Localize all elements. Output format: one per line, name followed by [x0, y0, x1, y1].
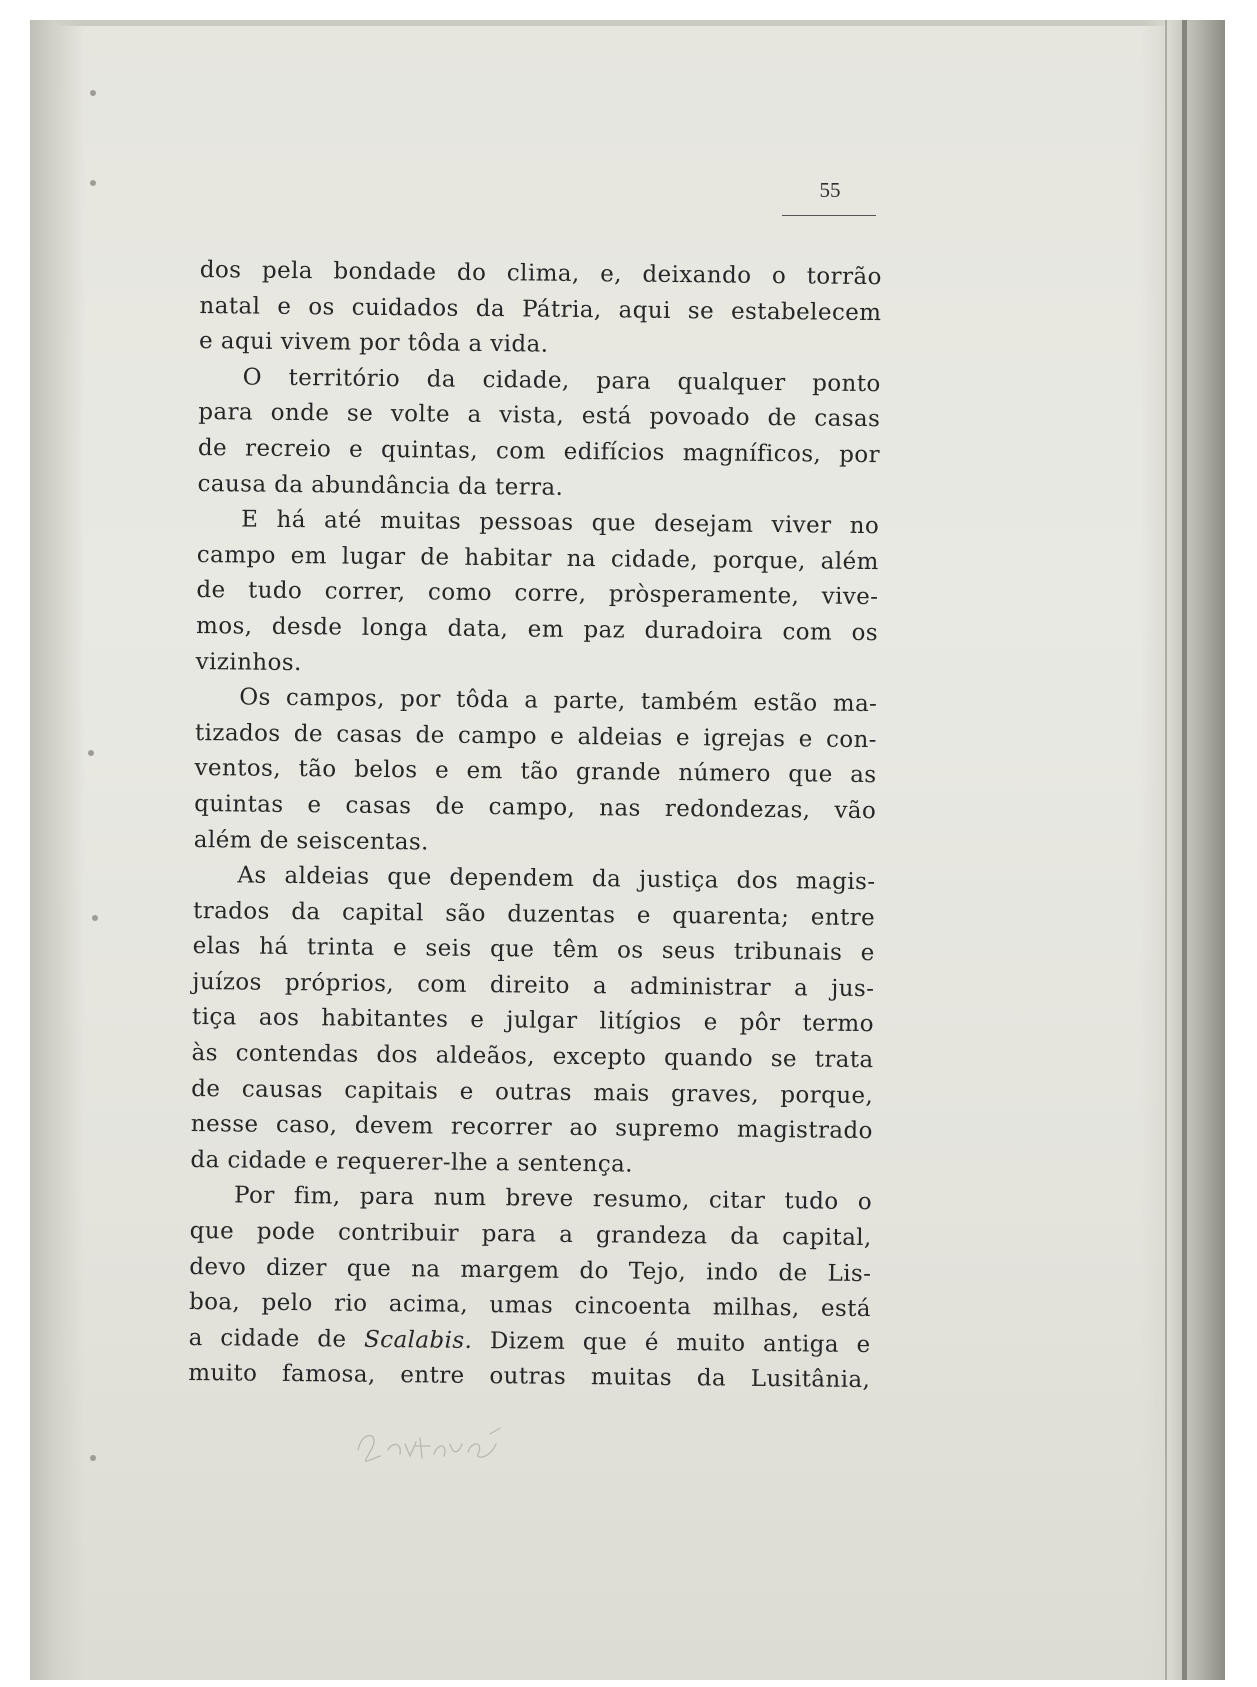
body-text [188, 253, 882, 1399]
text-line: boa, pelo rio acima, umas cincoenta milhas, está [188, 1289, 872, 1323]
text-line: mos, desde longa data, em paz duradoira com os [195, 612, 879, 647]
page-top-edge [30, 20, 1225, 26]
margin-speck [90, 1455, 96, 1461]
right-binding-line-thin [1165, 20, 1167, 1680]
text-line: além de seiscentas. [193, 826, 429, 855]
text-line: nesse caso, devem recorrer ao supremo magistrado [190, 1111, 873, 1145]
margin-speck [90, 180, 96, 186]
text-line: tizados de casas de campo e aldeias e igrejas e con- [194, 719, 878, 753]
text-line: muito famosa, entre outras muitas da Lusitânia, [188, 1360, 871, 1394]
text-line: da cidade e requerer-lhe a sentença. [190, 1146, 634, 1178]
text-line: de causas capitais e outras mais graves, porque, [191, 1075, 874, 1109]
margin-speck [90, 90, 96, 96]
text-fragment: Dizem que é muito antiga e [472, 1327, 871, 1358]
italic-place-name: Scalabis. [363, 1326, 473, 1354]
text-line: natal e os cuidados da Pátria, aqui se estabelecem [199, 292, 882, 326]
text-line: às contendas dos aldeãos, excepto quando se trata [191, 1040, 874, 1074]
text-line: tiça aos habitantes e julgar litígios e pôr termo [191, 1004, 875, 1038]
text-line: devo dizer que na margem do Tejo, indo de Lis- [189, 1253, 872, 1287]
text-line: de tudo correr, como corre, pròsperamente, vive- [196, 577, 879, 611]
page-number: 55 [819, 178, 841, 202]
text-line: Por fim, para num breve resumo, citar tudo o [233, 1182, 873, 1216]
margin-speck [92, 915, 98, 921]
text-line: causa da abundância da terra. [197, 470, 564, 501]
right-binding-line [1182, 20, 1187, 1680]
text-line: elas há trinta e seis que têm os seus tribunais e [192, 933, 875, 967]
text-line: ventos, tão belos e em tão grande número que as [194, 755, 877, 789]
page-number-rule [782, 215, 876, 216]
text-line: As aldeias que dependem da justiça dos magis- [237, 862, 876, 896]
text-line: que pode contribuir para a grandeza da capital, [189, 1217, 872, 1252]
text-fragment: a cidade de [188, 1324, 365, 1353]
text-line: dos pela bondade do clima, e, deixando o torrão [199, 256, 882, 291]
text-line: trados da capital são duzentas e quarenta; entre [192, 897, 876, 931]
margin-speck [88, 750, 94, 756]
text-line: vizinhos. [195, 648, 302, 676]
text-line: juízos próprios, com direito a administrar a jus- [192, 968, 875, 1002]
text-line: O território da cidade, para qualquer ponto [242, 364, 881, 397]
text-line: campo em lugar de habitar na cidade, porque, além [196, 541, 879, 575]
text-line: E há até muitas pessoas que desejam viver no [241, 506, 880, 540]
text-line: e aqui vivem por tôda a vida. [198, 328, 549, 358]
pencil-annotation [350, 1420, 520, 1470]
text-line: Os campos, por tôda a parte, também estão ma- [239, 684, 878, 718]
text-line: de recreio e quintas, com edifícios magníficos, por [197, 434, 881, 469]
left-binding-shadow [30, 20, 85, 1680]
text-line: para onde se volte a vista, está povoado de casas [198, 399, 881, 433]
text-line: quintas e casas de campo, nas redondezas, vão [194, 790, 877, 825]
